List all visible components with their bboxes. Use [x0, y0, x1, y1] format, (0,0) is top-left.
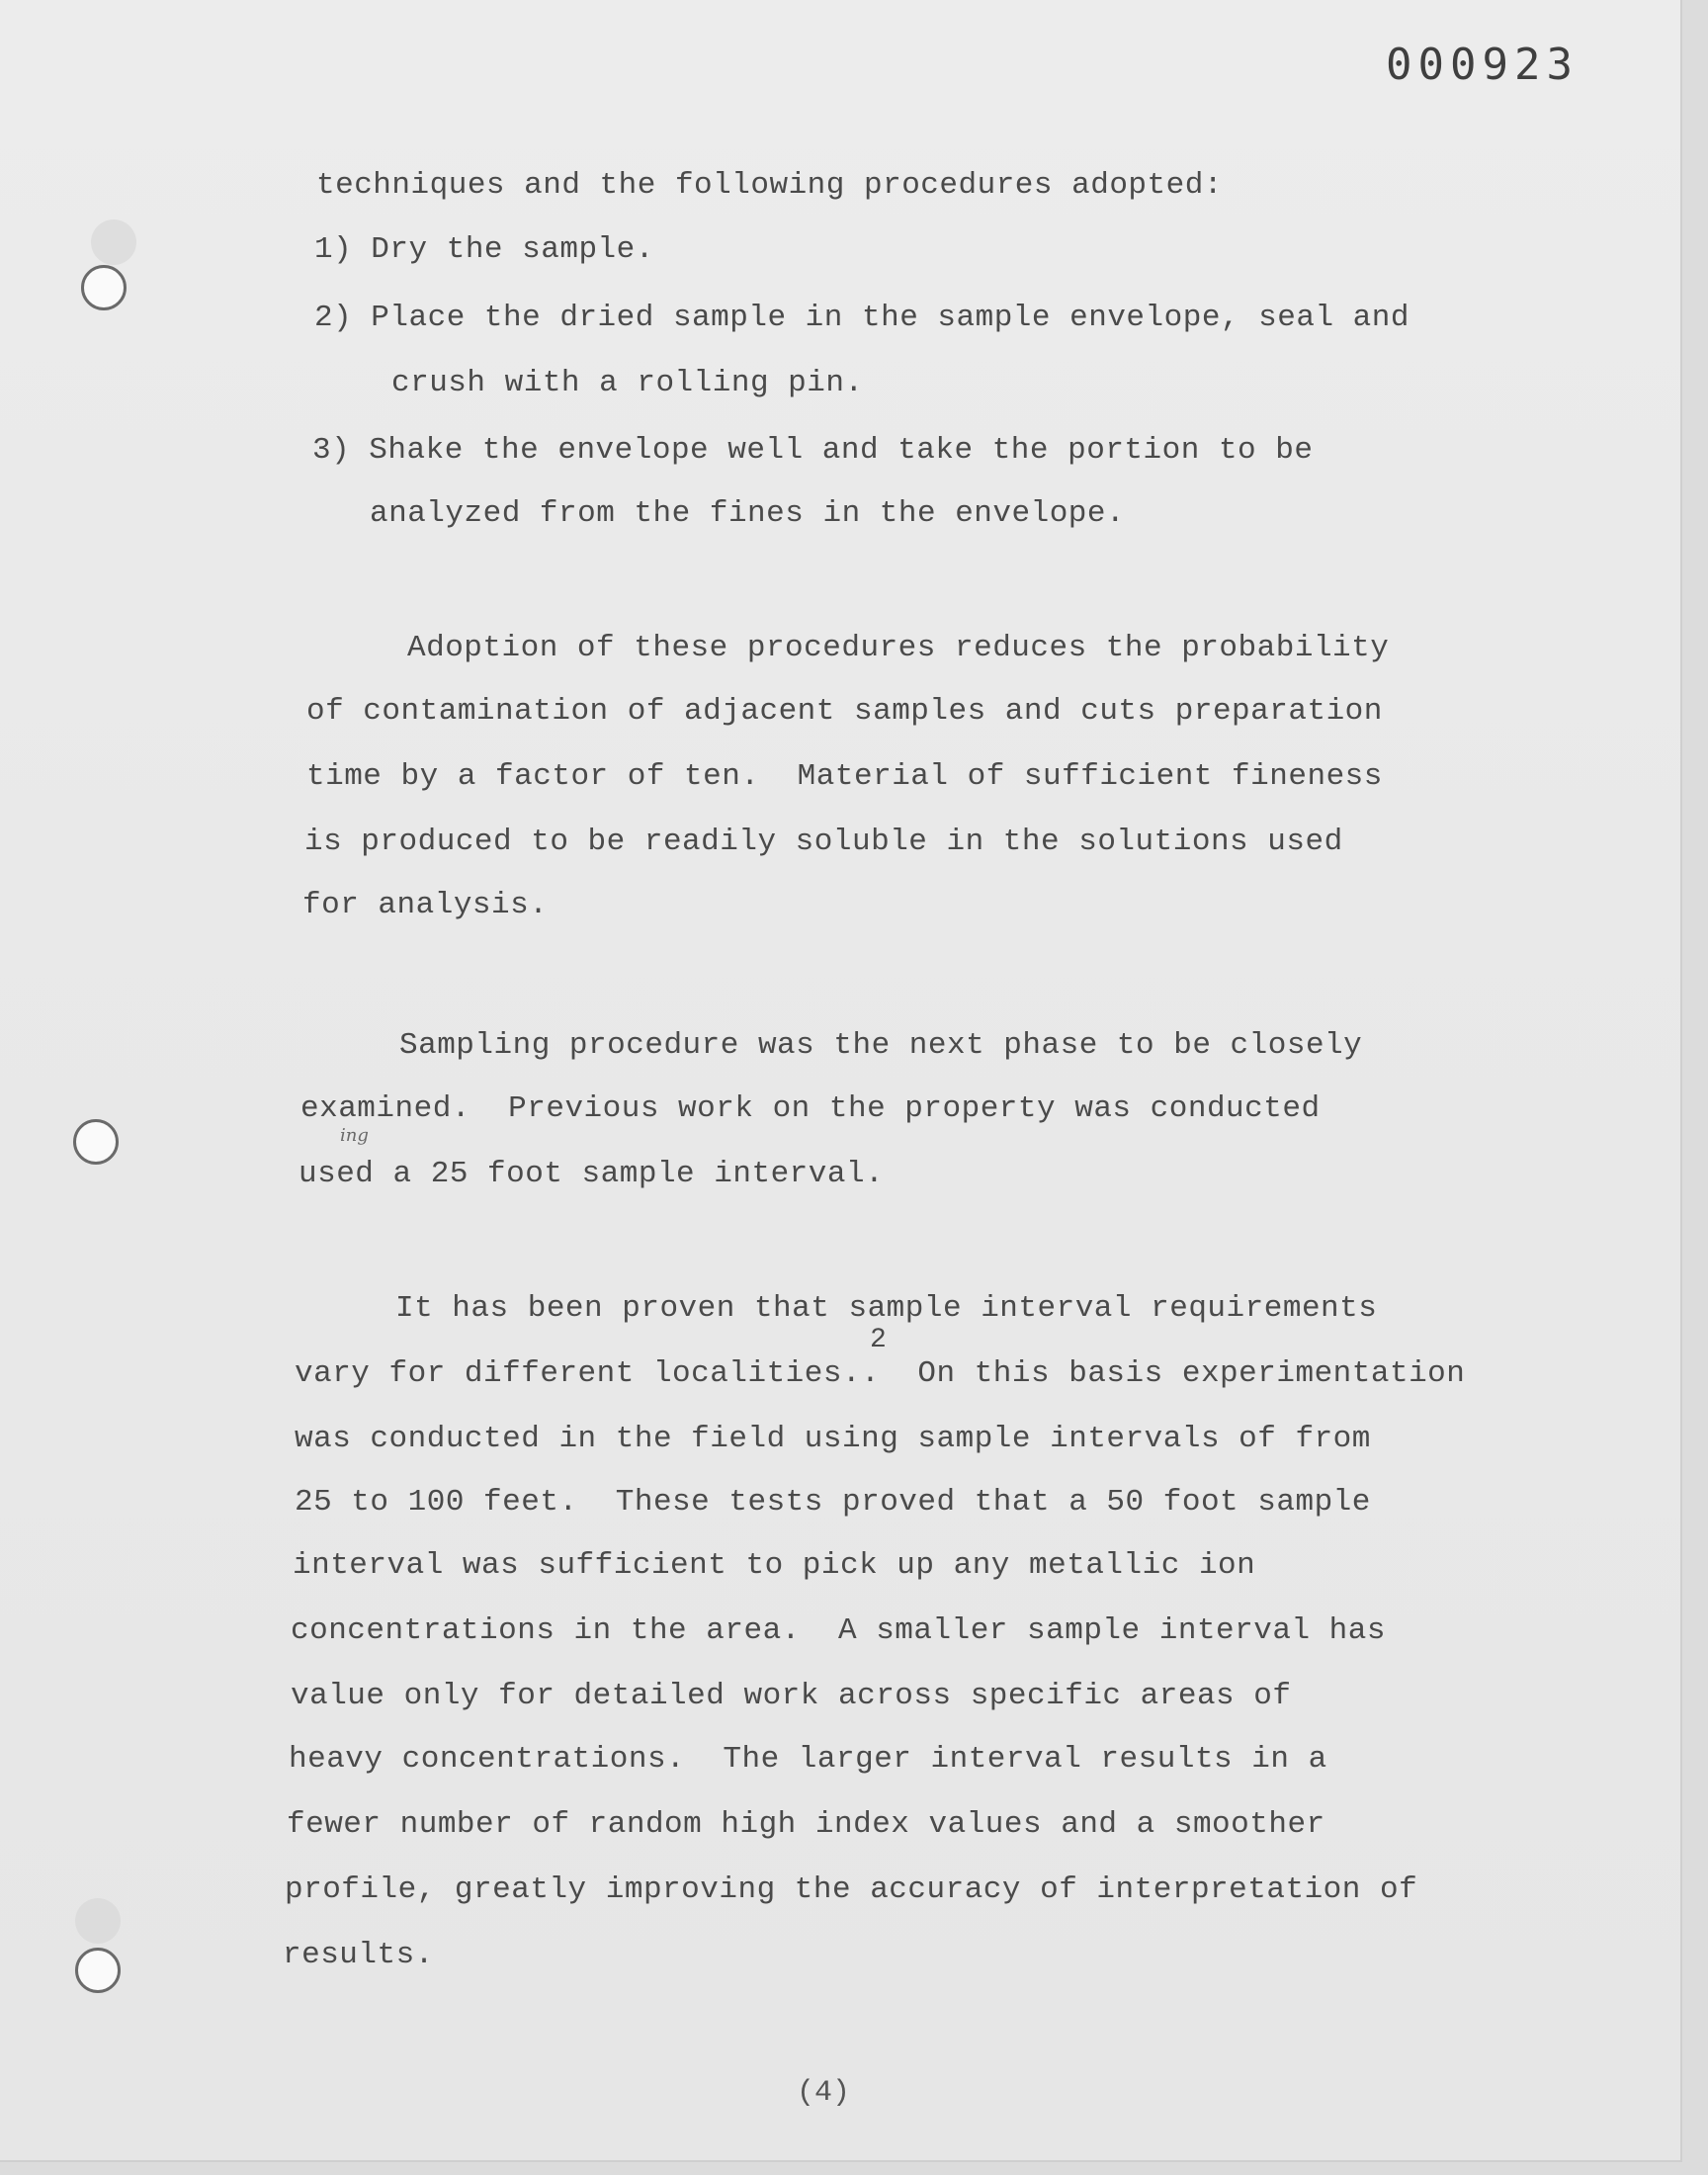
- footnote-reference: 2: [870, 1325, 887, 1355]
- paragraph-3-line-10: profile, greatly improving the accuracy of interpretation of: [285, 1872, 1418, 1907]
- paragraph-3-line-9: fewer number of random high index values and a smoother: [287, 1807, 1325, 1842]
- paragraph-2-line-3: used a 25 foot sample interval.: [299, 1157, 885, 1191]
- paragraph-1-line-5: for analysis.: [302, 888, 549, 922]
- paragraph-1-line-3: time by a factor of ten. Material of sufficient fineness: [306, 759, 1383, 794]
- step-1: 1) Dry the sample.: [314, 232, 654, 267]
- document-number: 000923: [1386, 40, 1579, 90]
- paragraph-2-line-1: Sampling procedure was the next phase to be closely: [399, 1028, 1363, 1063]
- paragraph-1-line-1: Adoption of these procedures reduces the probability: [407, 631, 1390, 665]
- paragraph-3-line-5: interval was sufficient to pick up any metallic ion: [293, 1548, 1256, 1583]
- punch-hole-shadow: [91, 219, 136, 265]
- paragraph-1-line-2: of contamination of adjacent samples and cuts preparation: [306, 694, 1383, 729]
- handwritten-correction: ing: [340, 1125, 369, 1146]
- paragraph-3-line-7: value only for detailed work across specific areas of: [291, 1679, 1292, 1713]
- paragraph-3-line-8: heavy concentrations. The larger interval results in a: [289, 1742, 1327, 1777]
- paragraph-3-line-3: was conducted in the field using sample intervals of from: [295, 1422, 1371, 1456]
- step-3-continued: analyzed from the fines in the envelope.: [370, 496, 1126, 531]
- punch-hole-shadow: [75, 1898, 121, 1944]
- step-3: 3) Shake the envelope well and take the portion to be: [312, 433, 1314, 468]
- paragraph-3-line-11: results.: [283, 1938, 434, 1972]
- paragraph-1-line-4: is produced to be readily soluble in the solutions used: [304, 825, 1343, 859]
- paragraph-3-line-1: It has been proven that sample interval requirements: [395, 1291, 1378, 1326]
- paragraph-3-line-2: vary for different localities.. On this basis experimentation: [295, 1356, 1466, 1391]
- paragraph-3-line-4: 25 to 100 feet. These tests proved that a 50 foot sample: [295, 1485, 1371, 1520]
- punch-hole-top: [81, 265, 127, 310]
- paragraph-3-line-6: concentrations in the area. A smaller sample interval has: [291, 1613, 1386, 1648]
- step-2: 2) Place the dried sample in the sample envelope, seal and: [314, 301, 1409, 335]
- step-2-continued: crush with a rolling pin.: [391, 366, 864, 400]
- punch-hole-middle: [73, 1119, 119, 1165]
- punch-hole-bottom: [75, 1948, 121, 1993]
- page-number: (4): [797, 2076, 851, 2110]
- list-intro: techniques and the following procedures adopted:: [316, 168, 1223, 203]
- paragraph-2-line-2: examined. Previous work on the property was conducted: [300, 1091, 1321, 1126]
